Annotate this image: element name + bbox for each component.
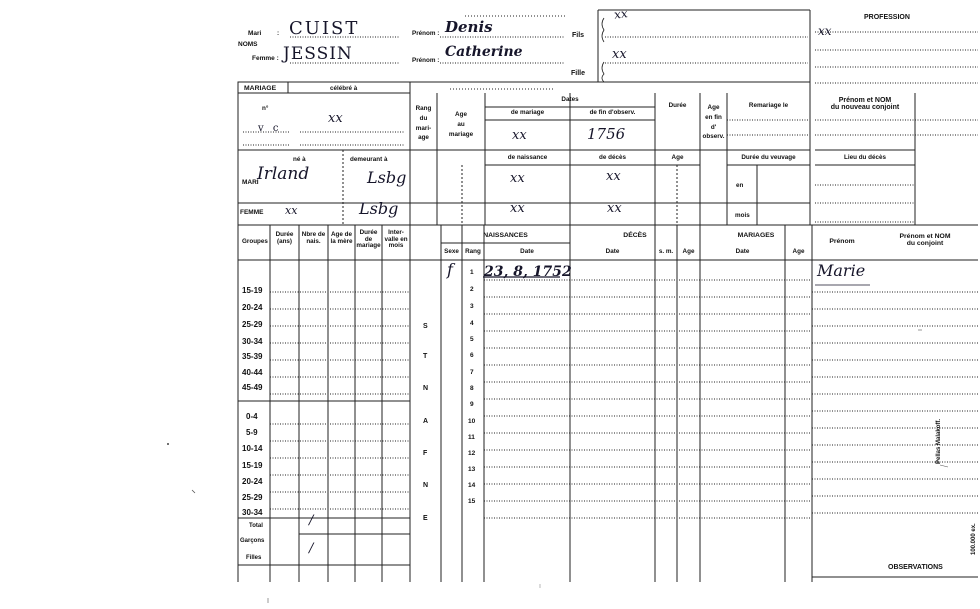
celebre-value: xx bbox=[328, 111, 343, 126]
no-value: v c bbox=[258, 123, 282, 134]
mari-name: CUIST bbox=[289, 18, 360, 39]
rank-number: 14 bbox=[468, 482, 476, 489]
prenom-label: Prénom bbox=[829, 238, 855, 245]
group-label: 20-24 bbox=[242, 303, 263, 312]
rank-number: 3 bbox=[470, 303, 474, 310]
enfants-letter: T bbox=[423, 353, 428, 360]
fils-label: Fils bbox=[572, 32, 585, 39]
rank-number: 9 bbox=[470, 401, 474, 408]
fille-value: xx bbox=[612, 47, 627, 62]
group-label: 25-29 bbox=[242, 320, 263, 329]
rang-mariage-label: Rang du mari- age bbox=[415, 105, 432, 142]
deces-label: DÉCÈS bbox=[623, 232, 647, 239]
de-mariage-label: de mariage bbox=[510, 109, 545, 116]
group-label: 0-4 bbox=[246, 412, 258, 421]
mois-label: mois bbox=[735, 212, 750, 219]
rank-number: 7 bbox=[470, 369, 474, 376]
group-label: 20-24 bbox=[242, 477, 263, 486]
group-label: 30-34 bbox=[242, 508, 263, 517]
conjoint-label: Prénom et NOM du conjoint bbox=[899, 233, 951, 248]
naissance-label: de naissance bbox=[507, 154, 548, 161]
sexe-label: Sexe bbox=[444, 248, 459, 255]
observations-label: OBSERVATIONS bbox=[888, 564, 943, 571]
groupes-label: Groupes bbox=[242, 238, 268, 245]
mari-demeurant: Lsbg bbox=[367, 168, 407, 187]
date-fin-value: 1756 bbox=[587, 125, 626, 143]
enfants-letter: E bbox=[423, 515, 428, 522]
child1-sexe: f bbox=[447, 260, 453, 279]
profession-value: xx bbox=[818, 24, 832, 38]
celebre-label: célébré à bbox=[330, 85, 358, 92]
rank-number: 6 bbox=[470, 352, 474, 359]
nbre-total-mark: / bbox=[309, 513, 314, 528]
sm-label: s. m. bbox=[658, 248, 674, 255]
group-label: 5-9 bbox=[246, 428, 258, 437]
group-label: 25-29 bbox=[242, 493, 263, 502]
naissance-date-label: Date bbox=[520, 248, 534, 255]
rang-label: Rang bbox=[465, 248, 481, 255]
mariage-date-label: Date bbox=[735, 248, 750, 255]
mari-prenom-label: Prénom : bbox=[412, 30, 440, 37]
veuvage-label: Durée du veuvage bbox=[741, 154, 796, 161]
mari-deces: xx bbox=[606, 169, 621, 184]
fin-observ-label: de fin d'observ. bbox=[589, 109, 636, 116]
mari-ne-a: Irland bbox=[257, 164, 310, 184]
garcons-label: Garçons bbox=[240, 538, 265, 544]
enfants-letter: N bbox=[423, 482, 429, 489]
femme-ne-a: xx bbox=[285, 204, 298, 217]
rank-number: 8 bbox=[470, 385, 474, 392]
femme-prenom-label: Prénom : bbox=[412, 57, 440, 64]
rank-number: 2 bbox=[470, 286, 474, 293]
ne-a-label: né à bbox=[293, 156, 306, 163]
deces-date-col-label: Date bbox=[605, 248, 620, 255]
copies-imprint: 100.000 ex. bbox=[971, 523, 977, 555]
mariage-label: MARIAGE bbox=[244, 85, 277, 92]
femme-row-label: FEMME bbox=[240, 209, 264, 216]
fille-label: Fille bbox=[571, 70, 586, 77]
duree-ans-label: Durée (ans) bbox=[275, 231, 294, 245]
deces-date-label: de décès bbox=[599, 154, 626, 161]
duree-mariage-label: Durée de mariage bbox=[356, 229, 381, 250]
rank-number: 4 bbox=[470, 320, 474, 327]
femme-deces: xx bbox=[607, 201, 622, 216]
rank-number: 13 bbox=[468, 466, 476, 473]
age-mariage-label: Age au mariage bbox=[448, 111, 474, 138]
mari-row-label: MARI bbox=[242, 179, 259, 186]
age-label: Age bbox=[671, 154, 684, 161]
rank-number: 15 bbox=[468, 498, 476, 505]
rank-number: 1 bbox=[470, 269, 474, 276]
group-label: 45-49 bbox=[242, 383, 263, 392]
group-label: 35-39 bbox=[242, 352, 263, 361]
rank-number: 11 bbox=[468, 434, 475, 441]
rank-number: 10 bbox=[468, 418, 476, 425]
child1-date: 23, 8, 1752 bbox=[484, 264, 572, 280]
group-label: 40-44 bbox=[242, 368, 263, 377]
child1-prenom: Marie bbox=[817, 261, 866, 280]
filles-label: Filles bbox=[246, 555, 262, 561]
group-label: 30-34 bbox=[242, 337, 263, 346]
total-label: Total bbox=[249, 523, 263, 529]
no-label: n° bbox=[262, 105, 269, 112]
femme-name: JESSIN bbox=[283, 44, 353, 64]
group-label: 15-19 bbox=[242, 286, 263, 295]
deces-age-label: Age bbox=[682, 248, 695, 255]
group-label: 15-19 bbox=[242, 461, 263, 470]
age-fin-label: Age en fin d' observ. bbox=[702, 104, 725, 141]
enfants-letter: S bbox=[423, 323, 428, 330]
demeurant-label: demeurant à bbox=[350, 156, 388, 163]
dates-label: Dates bbox=[561, 96, 579, 103]
femme-prenom: Catherine bbox=[445, 44, 523, 60]
enfants-letter: N bbox=[423, 385, 429, 392]
mariage-age-label: Age bbox=[792, 248, 805, 255]
enfants-letter: F bbox=[423, 450, 428, 457]
remariage-label: Remariage le bbox=[748, 102, 789, 109]
en-label: en bbox=[736, 182, 744, 189]
date-mariage-value: xx bbox=[512, 128, 527, 143]
mariages-label: MARIAGES bbox=[737, 232, 775, 239]
enfants-letter: A bbox=[423, 418, 429, 425]
mari-prenom: Denis bbox=[445, 18, 493, 36]
femme-label: Femme : bbox=[252, 55, 279, 62]
femme-demeurant: Lsbg bbox=[359, 199, 399, 218]
fils-value: xx bbox=[613, 6, 629, 22]
nbre-nais-label: Nbre de nais. bbox=[301, 231, 326, 245]
femme-naissance: xx bbox=[510, 201, 525, 216]
lieu-deces-label: Lieu du décès bbox=[844, 154, 886, 161]
printer-imprint: Pellas Malakoff. bbox=[936, 418, 942, 464]
filles-mark: / bbox=[309, 541, 314, 556]
duree-label: Durée bbox=[668, 102, 687, 109]
mari-label: Mari bbox=[248, 30, 262, 37]
naissances-label: NAISSANCES bbox=[483, 232, 528, 239]
mari-naissance: xx bbox=[510, 171, 525, 186]
rank-number: 5 bbox=[470, 336, 474, 343]
colon: : bbox=[277, 30, 280, 37]
rank-number: 12 bbox=[468, 450, 476, 457]
age-mere-label: Age de la mère bbox=[330, 231, 353, 245]
noms-label: NOMS bbox=[238, 41, 258, 48]
group-label: 10-14 bbox=[242, 444, 263, 453]
intervalle-label: Inter- valle en mois bbox=[384, 229, 408, 250]
profession-label: PROFESSION bbox=[864, 14, 910, 21]
nouveau-conjoint-label: Prénom et NOM du nouveau conjoint bbox=[830, 97, 900, 112]
